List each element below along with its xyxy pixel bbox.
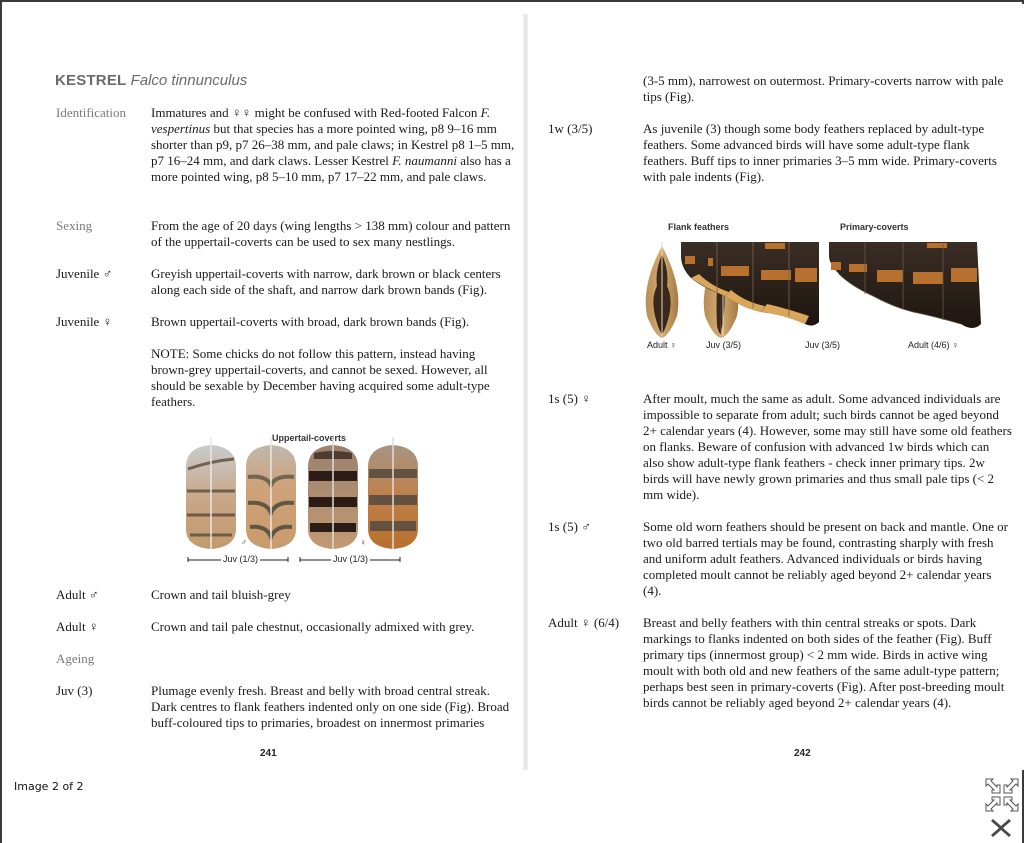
coverts-label-juv: Juv (3/5) [805, 340, 841, 350]
restore-size-button[interactable] [984, 777, 1020, 813]
flank-and-coverts-figure [633, 216, 1003, 356]
primary-coverts-title: Primary-coverts [840, 222, 909, 232]
group-label-female: Juv (1/3) [333, 554, 369, 564]
entry-label: Sexing [56, 218, 93, 233]
entry-text: After moult, much the same as adult. Some advanced individuals are impossible to separate from adult; such birds cannot be aged beyond 2+ calendar years (4). However, some may still have some old feathers on flanks. Beware of confusion with advanced 1w birds which can also show adult-type flank feathers - check inner primary tips. 2w birds will have newly grown primaries and thus small pale tips (< 2 mm wide). [643, 391, 1012, 502]
feather-juv-female-1 [308, 437, 358, 549]
male-symbol: ♂ [241, 538, 247, 547]
entry-text: Some old worn feathers should be present on back and mantle. One or two old barred tertials may be found, contrasting sharply with fresh and uniform adult feathers. Advanced individuals or birds having completed moult cannot be reliably aged beyond 2+ calendar years (4). [643, 519, 1008, 598]
entry-text: Brown uppertail-coverts with broad, dark brown bands (Fig). [151, 314, 470, 329]
primary-coverts-juv [681, 242, 819, 326]
left-page [4, 4, 523, 770]
page-number-left: 241 [260, 748, 277, 759]
uppertail-coverts-figure [176, 429, 431, 569]
species-title [55, 72, 247, 89]
figure-title: Uppertail-coverts [272, 433, 347, 443]
close-x-icon [989, 816, 1013, 840]
entry-text: NOTE: Some chicks do not follow this pattern, instead having brown-grey uppertail-coverts, and cannot be sexed. However, all should be sexable by December having acquired some adult-type feathers. [151, 346, 490, 409]
uppertail-coverts-illustration [176, 429, 431, 569]
flank-label-adult-female: Adult ♀ [647, 340, 677, 350]
flank-feather-adult-female [646, 242, 679, 338]
shrink-arrows-icon [984, 777, 1020, 813]
flank-label-juv: Juv (3/5) [706, 340, 742, 350]
species-common-name: KESTREL [55, 72, 127, 89]
entry-label: 1s (5) ♂ [548, 519, 591, 534]
section-heading-ageing: Ageing [56, 651, 95, 666]
flank-coverts-illustration [633, 216, 1003, 356]
entry-label: Juvenile ♀ [56, 314, 113, 329]
entry-label: Juvenile ♂ [56, 266, 113, 281]
entry-text: Crown and tail bluish-grey [151, 587, 291, 602]
entry-label: Adult ♂ [56, 587, 99, 602]
feather-juv-male-1 [186, 437, 236, 549]
right-page [528, 4, 1024, 770]
species-scientific-name: Falco tinnunculus [130, 72, 248, 89]
entry-text: From the age of 20 days (wing lengths > 138 mm) colour and pattern of the uppertail-coverts can be used to sex many nestlings. [151, 218, 511, 249]
entry-label: Adult ♀ (6/4) [548, 615, 620, 630]
feather-juv-female-2 [368, 437, 418, 549]
entry-label: 1s (5) ♀ [548, 391, 591, 406]
entry-text: Immatures and ♀♀ might be confused with Red-footed Falcon F. vespertinus but that species has a more pointed wing, p8 9–16 mm shorter than p9, p7 26–38 mm, and pale claws; in Kestrel p8 1–5 mm, p7 16–24 mm, and dark claws. Lesser Kestrel F. naumanni also has a more pointed wing, p8 5–10 mm, p7 17–22 mm, and pale claws. [151, 105, 515, 184]
entry-text: Breast and belly feathers with thin central streaks or spots. Dark markings to flanks indented on both sides of the feather (Fig). Buff primary tips (innermost group) < 2 mm wide. Birds in active wing moult with both old and new feathers of the same adult-type pattern; perhaps best seen in primary-coverts (Fig). After post-breeding moult birds cannot be reliably aged beyond 2+ calendar years (4). [643, 615, 1005, 710]
group-label-male: Juv (1/3) [223, 554, 259, 564]
entry-text: Greyish uppertail-coverts with narrow, dark brown or black centers along each side of the shaft, and narrow dark brown bands (Fig). [151, 266, 501, 297]
entry-label: Adult ♀ [56, 619, 99, 634]
entry-text: Plumage evenly fresh. Breast and belly with broad central streak. Dark centres to flank feathers indented only on one side (Fig). Broad buff-coloured tips to primaries, broadest on innermost primaries [151, 683, 510, 730]
female-symbol: ♀ [360, 538, 366, 547]
close-button[interactable] [989, 816, 1013, 840]
entry-text: As juvenile (3) though some body feathers replaced by adult-type feathers. Some advanced birds will have some adult-type flank feathers. Buff tips to inner primaries 3–5 mm wide. Primary-coverts with pale indents (Fig). [643, 121, 997, 184]
coverts-label-adult: Adult (4/6) ♀ [908, 340, 959, 350]
book-spread [4, 4, 1024, 770]
entry-text: Crown and tail pale chestnut, occasionally admixed with grey. [151, 619, 475, 634]
image-counter: Image 2 of 2 [14, 780, 84, 793]
page-number-right: 242 [794, 748, 811, 759]
entry-label: Identification [56, 105, 127, 120]
entry-label: 1w (3/5) [548, 121, 593, 136]
flank-feathers-title: Flank feathers [668, 222, 730, 232]
entry-text: (3-5 mm), narrowest on outermost. Primary-coverts narrow with pale tips (Fig). [643, 73, 1004, 104]
primary-coverts-adult [829, 242, 981, 328]
feather-juv-male-2 [246, 437, 296, 549]
entry-label: Juv (3) [56, 683, 93, 698]
